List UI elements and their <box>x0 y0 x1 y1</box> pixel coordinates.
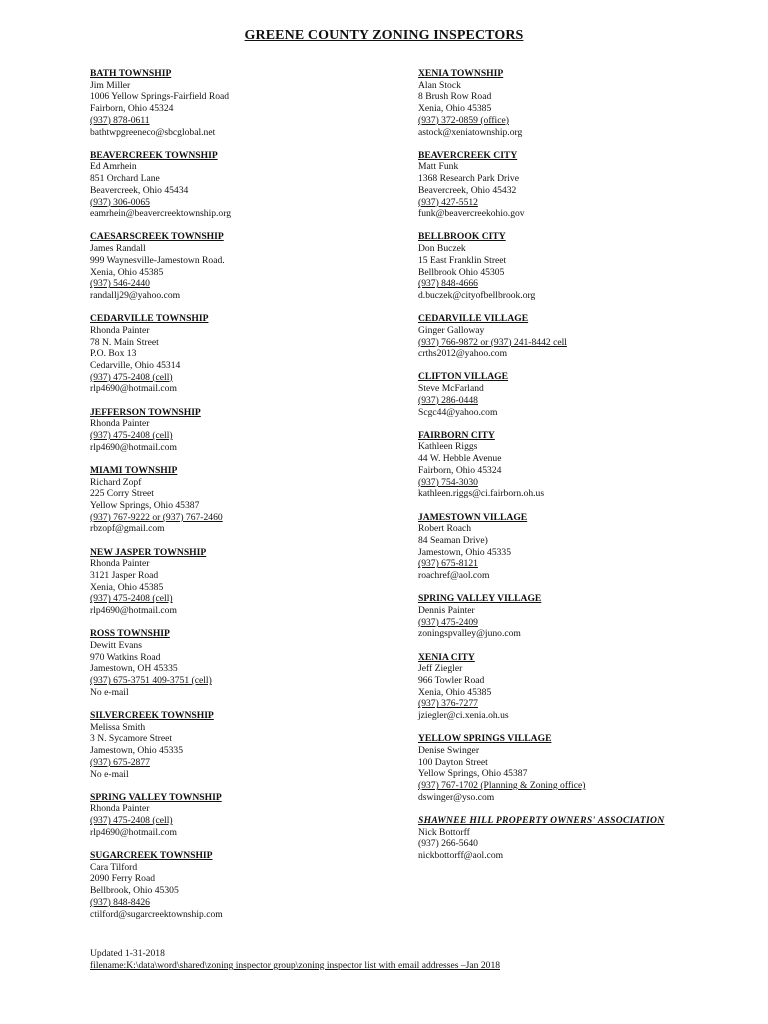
updated-date: Updated 1-31-2018 <box>90 948 165 959</box>
phone-number: (937) 286-0448 <box>418 394 478 406</box>
contact-line: Yellow Springs, Ohio 45387 <box>418 768 528 780</box>
phone-number: (937) 848-8426 <box>90 896 150 908</box>
phone-number: (937) 754-3030 <box>418 476 478 488</box>
filename-path: filename:K:\data\word\shared\zoning inspector group\zoning inspector list with email addresses –Jan 2018 <box>90 960 501 971</box>
jurisdiction-heading: YELLOW SPRINGS VILLAGE <box>418 733 552 745</box>
inspector-entry <box>90 231 405 301</box>
contact-line: Cara Tilford <box>90 861 138 873</box>
phone-number: (937) 306-0065 <box>90 196 150 208</box>
contact-line: Denise Swinger <box>418 744 480 756</box>
contact-line: 15 East Franklin Street <box>418 254 507 266</box>
contact-line: Beavercreek, Ohio 45432 <box>418 184 517 196</box>
contact-line: P.O. Box 13 <box>90 348 137 360</box>
contact-line: Kathleen Riggs <box>418 441 478 453</box>
contact-line: Bellbrook, Ohio 45305 <box>90 885 179 897</box>
contact-line: 966 Towler Road <box>418 674 485 686</box>
email-address: crths2012@yahoo.com <box>418 348 508 360</box>
phone-number: (937) 546-2440 <box>90 278 150 290</box>
contact-line: 225 Corry Street <box>90 488 154 500</box>
jurisdiction-heading: BELLBROOK CITY <box>418 231 506 243</box>
contact-line: Rhonda Painter <box>90 558 150 570</box>
contact-line: 1368 Research Park Drive <box>418 173 519 185</box>
jurisdiction-heading: JAMESTOWN VILLAGE <box>418 511 528 523</box>
contact-line: 851 Orchard Lane <box>90 173 160 185</box>
contact-line: James Randall <box>90 243 146 255</box>
inspector-entry <box>418 652 748 722</box>
contact-line: 78 N. Main Street <box>90 336 159 348</box>
phone-number: (937) 767-1702 (Planning & Zoning office) <box>418 780 586 792</box>
right-column <box>418 68 748 873</box>
inspector-entry <box>90 850 405 920</box>
contact-line: Beavercreek, Ohio 45434 <box>90 184 189 196</box>
email-address: zoningspvalley@juno.com <box>418 628 521 640</box>
email-address: randallj29@yahoo.com <box>90 289 181 301</box>
contact-line: Xenia, Ohio 45385 <box>90 266 164 278</box>
contact-line: Xenia, Ohio 45385 <box>418 686 492 698</box>
email-address: roachref@aol.com <box>418 570 490 582</box>
inspector-entry <box>90 547 405 617</box>
jurisdiction-heading: SILVERCREEK TOWNSHIP <box>90 710 214 722</box>
email-address: rlp4690@hotmail.com <box>90 383 177 395</box>
contact-line: Ginger Galloway <box>418 324 485 336</box>
email-address: rbzopf@gmail.com <box>90 523 165 535</box>
phone-number: (937) 675-3751 409-3751 (cell) <box>90 675 212 687</box>
email-address: kathleen.riggs@ci.fairborn.oh.us <box>418 488 545 500</box>
jurisdiction-heading: JEFFERSON TOWNSHIP <box>90 406 201 418</box>
inspector-entry <box>418 430 748 500</box>
contact-line: 8 Brush Row Road <box>418 91 492 103</box>
phone-number: (937) 266-5640 <box>418 838 478 850</box>
phone-number: (937) 475-2408 (cell) <box>90 593 173 605</box>
email-address: eamrhein@beavercreektownship.org <box>90 208 232 220</box>
jurisdiction-heading: BEAVERCREEK TOWNSHIP <box>90 149 218 161</box>
email-address: rlp4690@hotmail.com <box>90 441 177 453</box>
phone-number: (937) 848-4666 <box>418 278 478 290</box>
phone-number: (937) 475-2408 (cell) <box>90 815 173 827</box>
phone-number: (937) 372-0859 (office) <box>418 114 509 126</box>
contact-line: Alan Stock <box>418 79 461 91</box>
email-address: bathtwpgreeneco@sbcglobal.net <box>90 126 216 138</box>
contact-line: Ed Amrhein <box>90 161 137 173</box>
contact-line: Bellbrook Ohio 45305 <box>418 266 505 278</box>
jurisdiction-heading: SPRING VALLEY TOWNSHIP <box>90 791 222 803</box>
contact-line: Yellow Springs, Ohio 45387 <box>90 500 200 511</box>
contact-line: Jamestown, Ohio 45335 <box>418 546 512 558</box>
inspector-entry <box>418 815 748 862</box>
contact-line: Steve McFarland <box>418 383 484 395</box>
jurisdiction-heading: BATH TOWNSHIP <box>90 68 172 79</box>
jurisdiction-heading: SPRING VALLEY VILLAGE <box>418 593 542 605</box>
jurisdiction-heading: FAIRBORN CITY <box>418 429 495 441</box>
inspector-entry <box>90 313 405 395</box>
jurisdiction-heading: CEDARVILLE TOWNSHIP <box>90 313 209 325</box>
email-address: rlp4690@hotmail.com <box>90 605 177 617</box>
jurisdiction-heading: XENIA TOWNSHIP <box>418 68 504 79</box>
inspector-entry <box>90 792 405 839</box>
contact-line: 3121 Jasper Road <box>90 570 159 582</box>
contact-line: Jamestown, Ohio 45335 <box>90 745 184 757</box>
contact-line: Don Buczek <box>418 243 466 255</box>
email-address: astock@xeniatownship.org <box>418 126 523 138</box>
contact-line: Xenia, Ohio 45385 <box>418 103 492 115</box>
phone-number: (937) 427-5512 <box>418 196 478 208</box>
contact-line: Xenia, Ohio 45385 <box>90 581 164 593</box>
inspector-entry <box>90 628 405 698</box>
contact-line: Jim Miller <box>90 79 131 91</box>
contact-line: Dennis Painter <box>418 604 475 616</box>
contact-line: 999 Waynesville-Jamestown Road. <box>90 254 225 266</box>
contact-line: 100 Dayton Street <box>418 756 488 768</box>
inspector-entry <box>418 68 748 138</box>
contact-line: No e-mail <box>90 686 129 698</box>
inspector-entry <box>418 512 748 582</box>
contact-line: Fairborn, Ohio 45324 <box>90 103 174 115</box>
inspector-entry <box>418 313 748 360</box>
jurisdiction-heading: MIAMI TOWNSHIP <box>90 464 178 476</box>
email-address: nickbottorff@aol.com <box>418 850 504 862</box>
jurisdiction-heading: BEAVERCREEK CITY <box>418 149 518 161</box>
inspector-entry <box>418 733 748 803</box>
inspector-entry <box>90 465 405 535</box>
jurisdiction-heading: CEDARVILLE VILLAGE <box>418 313 529 325</box>
contact-line: Rhonda Painter <box>90 803 150 815</box>
footer <box>90 948 500 972</box>
contact-line: Jamestown, OH 45335 <box>90 663 178 675</box>
inspector-entry <box>418 371 748 418</box>
contact-line: Jeff Ziegler <box>418 663 463 675</box>
contact-line: Nick Bottorff <box>418 826 470 838</box>
contact-line: 2090 Ferry Road <box>90 873 156 885</box>
inspector-entry <box>90 68 405 138</box>
inspector-entry <box>90 150 405 220</box>
contact-line: 1006 Yellow Springs-Fairfield Road <box>90 91 230 103</box>
contact-line: 3 N. Sycamore Street <box>90 733 173 745</box>
jurisdiction-heading: CLIFTON VILLAGE <box>418 371 509 383</box>
inspector-entry <box>418 231 748 301</box>
contact-line: No e-mail <box>90 768 129 780</box>
phone-number: (937) 767-9222 or (937) 767-2460 <box>90 511 223 523</box>
phone-number: (937) 878-0611 <box>90 114 150 126</box>
phone-number: (937) 766-9872 or (937) 241-8442 cell <box>418 336 567 348</box>
page-title: GREENE COUNTY ZONING INSPECTORS <box>244 28 524 43</box>
email-address: ctilford@sugarcreektownship.com <box>90 908 223 920</box>
email-address: dswinger@yso.com <box>418 791 495 803</box>
email-address: funk@beavercreekohio.gov <box>418 208 525 220</box>
contact-line: 84 Seaman Drive) <box>418 534 488 546</box>
inspector-entry <box>418 593 748 640</box>
jurisdiction-heading: SUGARCREEK TOWNSHIP <box>90 850 213 862</box>
jurisdiction-heading: CAESARSCREEK TOWNSHIP <box>90 231 224 243</box>
phone-number: (937) 675-2877 <box>90 756 150 768</box>
jurisdiction-heading: ROSS TOWNSHIP <box>90 628 170 640</box>
inspector-entry <box>418 150 748 220</box>
contact-line: Richard Zopf <box>90 476 142 488</box>
contact-line: 44 W. Hebble Avenue <box>418 453 502 465</box>
contact-line: Rhonda Painter <box>90 324 150 336</box>
jurisdiction-heading: XENIA CITY <box>418 651 475 663</box>
inspector-entry <box>90 407 405 454</box>
contact-line: Melissa Smith <box>90 721 146 733</box>
contact-line: Fairborn, Ohio 45324 <box>418 464 502 476</box>
contact-line: 970 Watkins Road <box>90 651 161 663</box>
jurisdiction-heading: SHAWNEE HILL PROPERTY OWNERS' ASSOCIATION <box>418 814 665 826</box>
email-address: rlp4690@hotmail.com <box>90 826 177 838</box>
phone-number: (937) 475-2409 <box>418 616 478 628</box>
contact-line: Cedarville, Ohio 45314 <box>90 359 181 371</box>
phone-number: (937) 376-7277 <box>418 698 478 710</box>
phone-number: (937) 675-8121 <box>418 558 478 570</box>
inspector-entry <box>90 710 405 780</box>
phone-number: (937) 475-2408 (cell) <box>90 429 173 441</box>
phone-number: (937) 475-2408 (cell) <box>90 371 173 383</box>
jurisdiction-heading: NEW JASPER TOWNSHIP <box>90 546 207 558</box>
email-address: d.buczek@cityofbellbrook.org <box>418 289 536 301</box>
contact-line: Rhonda Painter <box>90 418 150 430</box>
contact-line: Dewitt Evans <box>90 640 142 652</box>
contact-line: Matt Funk <box>418 161 459 173</box>
email-address: Scgc44@yahoo.com <box>418 406 498 418</box>
contact-line: Robert Roach <box>418 523 472 535</box>
email-address: jziegler@ci.xenia.oh.us <box>418 710 509 722</box>
left-column <box>90 68 405 932</box>
